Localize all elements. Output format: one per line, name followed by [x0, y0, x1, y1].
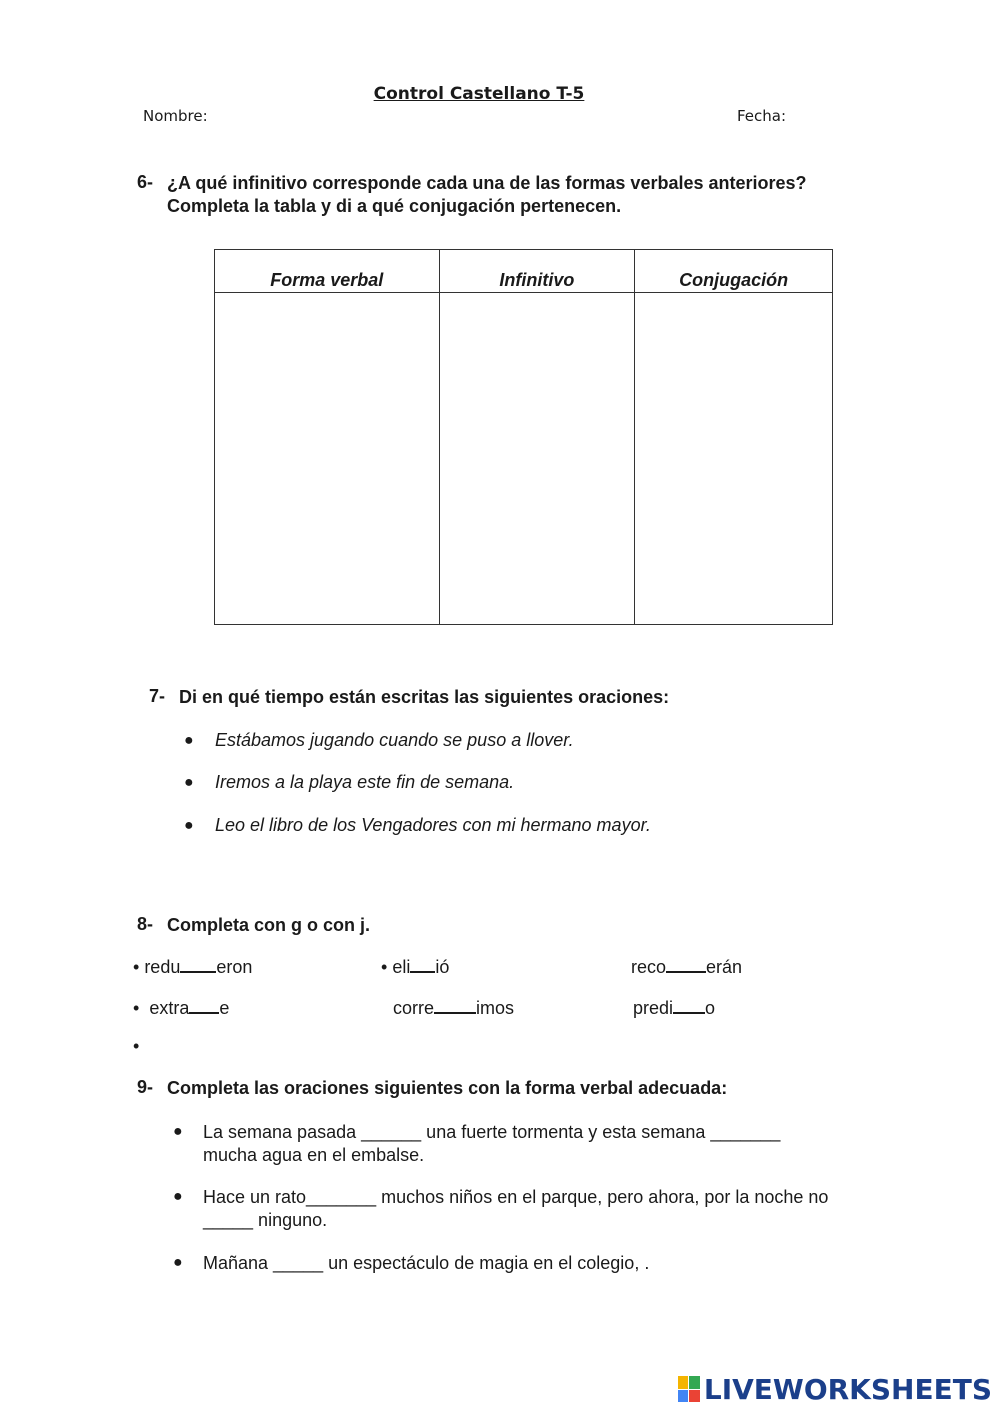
q8-item-3: [631, 955, 742, 978]
logo-square: [689, 1390, 700, 1403]
q9-sentence-2-line1: Hace un rato_______ muchos niños en el parque, pero ahora, por la noche no: [203, 1187, 829, 1207]
q7-sentence-1: Estábamos jugando cuando se puso a llover.: [215, 730, 574, 750]
q6-line2: Completa la tabla y di a qué conjugación pertenecen.: [167, 196, 622, 216]
logo-badge-icon: [678, 1376, 700, 1402]
name-label: Nombre:: [143, 107, 208, 125]
conjugacion-cell[interactable]: [635, 293, 833, 625]
q8-item-pre: predi: [633, 998, 674, 1018]
q8-item-pre: reco: [631, 957, 667, 977]
q9-sentence-3: Mañana _____ un espectáculo de magia en el colegio, .: [203, 1253, 650, 1273]
blank-input[interactable]: [180, 955, 216, 973]
bullet-icon: ●: [184, 774, 194, 791]
q7-prompt: Di en qué tiempo están escritas las siguientes oraciones:: [179, 687, 670, 707]
blank-input[interactable]: [673, 996, 705, 1014]
q8-number: 8-: [137, 914, 154, 934]
q7-sentence-2: Iremos a la playa este fin de semana.: [215, 772, 515, 792]
q8-item-post: ió: [435, 957, 450, 977]
blank-input[interactable]: [410, 955, 435, 973]
q8-item-pre: redu: [144, 957, 181, 977]
logo-text: LIVEWORKSHEETS: [703, 1372, 992, 1406]
bullet-icon: ●: [173, 1188, 183, 1205]
q8-item-post: erán: [706, 957, 743, 977]
liveworksheets-logo: [678, 1374, 992, 1404]
q9-sentence-1-line1: La semana pasada ______ una fuerte tormenta y esta semana _______: [203, 1122, 781, 1142]
q6-line1: ¿A qué infinitivo corresponde cada una de las formas verbales anteriores?: [167, 173, 807, 193]
q9-sentence-1: [203, 1121, 780, 1167]
col-forma-verbal: Forma verbal: [215, 250, 440, 293]
q8-item-post: o: [705, 998, 716, 1018]
forma-verbal-cell[interactable]: [215, 293, 440, 625]
q9-prompt: Completa las oraciones siguientes con la forma verbal adecuada:: [167, 1078, 728, 1098]
infinitivo-cell[interactable]: [439, 293, 635, 625]
q6-prompt: [167, 172, 807, 218]
q7-number: 7-: [149, 686, 166, 706]
col-infinitivo: Infinitivo: [439, 250, 635, 293]
q8-item-post: eron: [216, 957, 253, 977]
q9-number: 9-: [137, 1077, 154, 1097]
q8-item-post: imos: [476, 998, 515, 1018]
blank-input[interactable]: [189, 996, 219, 1014]
q8-item-2: • eli ió: [381, 957, 450, 977]
q8-item-pre: eli: [392, 957, 411, 977]
logo-square: [689, 1376, 700, 1389]
q8-item-4: • extra e: [133, 998, 230, 1018]
bullet-icon: ●: [184, 732, 194, 749]
verb-table: [214, 249, 833, 625]
page-title: Control Castellano T-5: [373, 84, 585, 104]
bullet-icon: •: [133, 1036, 140, 1056]
q8-item-post: e: [219, 998, 230, 1018]
q8-prompt: Completa con g o con j.: [167, 915, 371, 935]
q9-sentence-1-line2: mucha agua en el embalse.: [203, 1145, 425, 1165]
q8-item-5: [393, 996, 514, 1019]
q6-number: 6-: [137, 172, 154, 192]
blank-input[interactable]: [666, 955, 706, 973]
verb-table-header: [215, 250, 833, 293]
bullet-icon: ●: [173, 1123, 183, 1140]
q7-sentence-3: Leo el libro de los Vengadores con mi hermano mayor.: [215, 815, 651, 835]
q8-item-6: [633, 996, 715, 1019]
logo-square: [678, 1376, 689, 1389]
col-conjugacion: Conjugación: [635, 250, 833, 293]
bullet-icon: ●: [173, 1254, 183, 1271]
q9-sentence-2: [203, 1186, 828, 1232]
verb-table-body: [215, 293, 833, 625]
blank-input[interactable]: [434, 996, 476, 1014]
q8-item-pre: extra: [149, 998, 190, 1018]
q8-item-pre: corre: [393, 998, 435, 1018]
date-label: Fecha:: [737, 107, 787, 125]
logo-square: [678, 1390, 689, 1403]
bullet-icon: ●: [184, 817, 194, 834]
q9-sentence-2-line2: _____ ninguno.: [203, 1210, 328, 1230]
q8-item-1: • redu eron: [133, 957, 253, 977]
